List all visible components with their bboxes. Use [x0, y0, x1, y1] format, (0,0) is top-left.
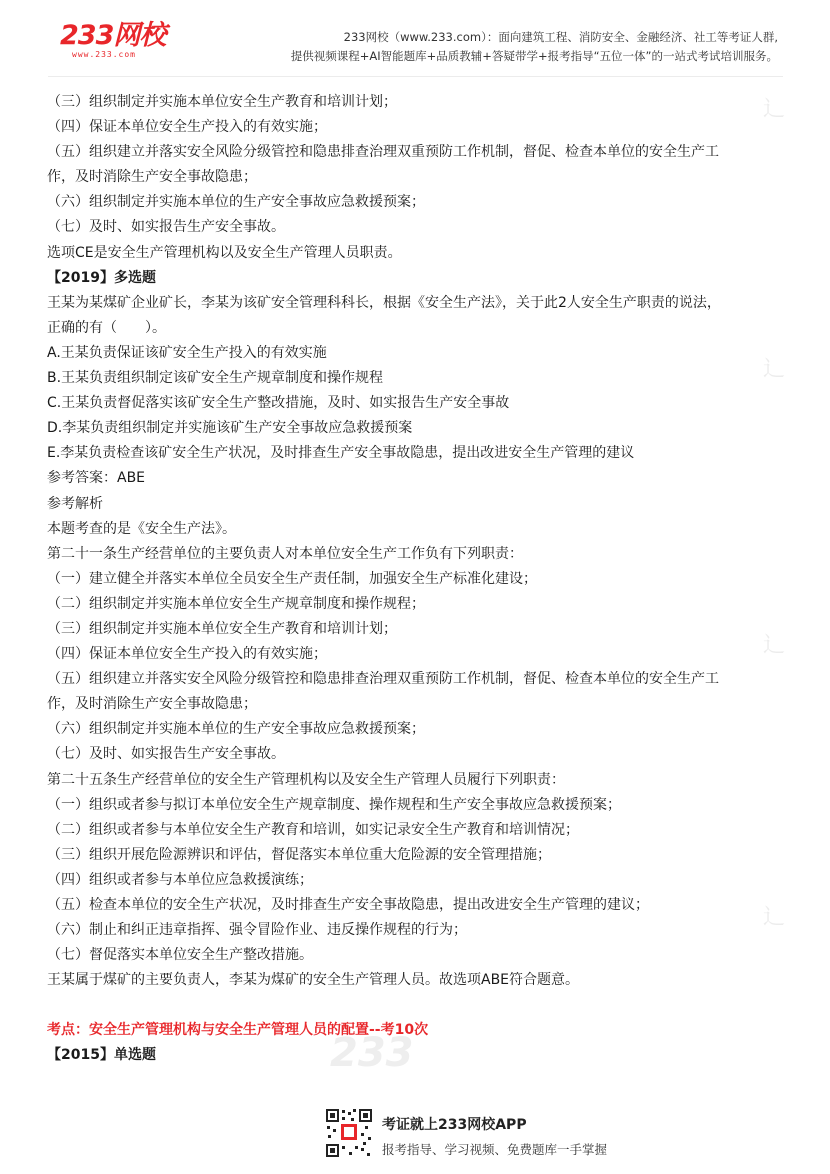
text-line: （三）组织开展危险源辨识和评估，督促落实本单位重大危险源的安全管理措施；: [47, 846, 551, 863]
question-heading: 【2015】单选题: [47, 1047, 156, 1064]
text-line: （七）及时、如实报告生产安全事故。: [47, 746, 285, 763]
brand-logo: [60, 22, 165, 60]
logo-text: 233网校: [60, 20, 166, 51]
text-line: （五）组织建立并落实安全风险分级管控和隐患排查治理双重预防工作机制，督促、检查本单位的安全生产工: [47, 144, 719, 161]
page-footer: [325, 1108, 645, 1163]
text-line: （六）组织制定并实施本单位的生产安全事故应急救援预案；: [47, 194, 425, 211]
text-line: （七）督促落实本单位安全生产整改措施。: [47, 947, 313, 964]
topic-heading: 考点：安全生产管理机构与安全生产管理人员的配置--考10次: [47, 1022, 429, 1039]
text-line: 本题考查的是《安全生产法》。: [47, 520, 236, 537]
blank-line: [47, 993, 762, 1018]
text-line: （三）组织制定并实施本单位安全生产教育和培训计划；: [47, 620, 397, 637]
logo-url: www.233.com: [72, 50, 136, 59]
header-description: [291, 28, 778, 66]
text-line: （七）及时、如实报告生产安全事故。: [47, 219, 285, 236]
page-header: [0, 0, 830, 78]
text-line: （二）组织制定并实施本单位安全生产规章制度和操作规程；: [47, 595, 425, 612]
text-line: （三）组织制定并实施本单位安全生产教育和培训计划；: [47, 94, 397, 110]
side-watermark-4: 辶: [763, 905, 786, 930]
question-heading: 【2019】多选题: [47, 269, 156, 286]
text-line: （四）组织或者参与本单位应急救援演练；: [47, 871, 313, 888]
text-line: 作，及时消除生产安全事故隐患；: [47, 696, 257, 713]
text-line: A.王某负责保证该矿安全生产投入的有效实施: [47, 344, 327, 361]
center-watermark: 233: [330, 1030, 414, 1076]
text-line: 王某属于煤矿的主要负责人，李某为煤矿的安全生产管理人员。故选项ABE符合题意。: [47, 972, 580, 989]
text-line: 正确的有（ ）。: [47, 319, 166, 336]
text-line: （一）组织或者参与拟订本单位安全生产规章制度、操作规程和生产安全事故应急救援预案；: [47, 796, 621, 813]
text-line: （一）建立健全并落实本单位全员安全生产责任制，加强安全生产标准化建设；: [47, 570, 537, 587]
header-divider: [48, 76, 783, 77]
text-line: 第二十五条生产经营单位的安全生产管理机构以及安全生产管理人员履行下列职责：: [47, 771, 565, 788]
header-line-1: 233网校（www.233.com）：面向建筑工程、消防安全、金融经济、社工等考证人群,: [343, 30, 778, 44]
text-line: C.王某负责督促落实该矿安全生产整改措施，及时、如实报告生产安全事故: [47, 395, 510, 412]
text-line: B.王某负责组织制定该矿安全生产规章制度和操作规程: [47, 370, 384, 387]
text-line: （六）组织制定并实施本单位的生产安全事故应急救援预案；: [47, 721, 425, 738]
side-watermark-3: 辶: [763, 633, 786, 658]
text-line: E.李某负责检查该矿安全生产状况，及时排查生产安全事故隐患，提出改进安全生产管理的建议: [47, 445, 635, 462]
text-line: （二）组织或者参与本单位安全生产教育和培训，如实记录安全生产教育和培训情况；: [47, 821, 579, 838]
document-body: [47, 90, 762, 1069]
text-line: （五）检查本单位的安全生产状况，及时排查生产安全事故隐患，提出改进安全生产管理的建议；: [47, 897, 649, 913]
text-line: （六）制止和纠正违章指挥、强令冒险作业、违反操作规程的行为；: [47, 922, 467, 939]
text-line: 参考解析: [47, 495, 103, 512]
text-line: 参考答案：ABE: [47, 470, 146, 487]
text-line: （四）保证本单位安全生产投入的有效实施；: [47, 646, 327, 663]
text-line: 第二十一条生产经营单位的主要负责人对本单位安全生产工作负有下列职责：: [47, 545, 523, 562]
footer-app-title: 考证就上233网校APP: [382, 1117, 527, 1133]
text-line: 王某为某煤矿企业矿长，李某为该矿安全管理科科长，根据《安全生产法》，关于此2人安全生产职责的说法，: [47, 294, 721, 311]
header-line-2: 提供视频课程+AI智能题库+品质教辅+答疑带学+报考指导“五位一体”的一站式考试培训服务。: [290, 49, 778, 63]
qr-code-icon: [325, 1108, 373, 1158]
text-line: D.李某负责组织制定并实施该矿生产安全事故应急救援预案: [47, 420, 413, 437]
text-line: 作，及时消除生产安全事故隐患；: [47, 169, 257, 186]
text-line: 选项CE是安全生产管理机构以及安全生产管理人员职责。: [47, 244, 402, 261]
side-watermark-2: 辶: [763, 357, 786, 382]
text-line: （四）保证本单位安全生产投入的有效实施；: [47, 119, 327, 136]
text-line: （五）组织建立并落实安全风险分级管控和隐患排查治理双重预防工作机制，督促、检查本单位的安全生产工: [47, 671, 719, 688]
side-watermark-1: 辶: [763, 97, 786, 122]
footer-app-subtitle: 报考指导、学习视频、免费题库一手掌握: [382, 1142, 608, 1157]
